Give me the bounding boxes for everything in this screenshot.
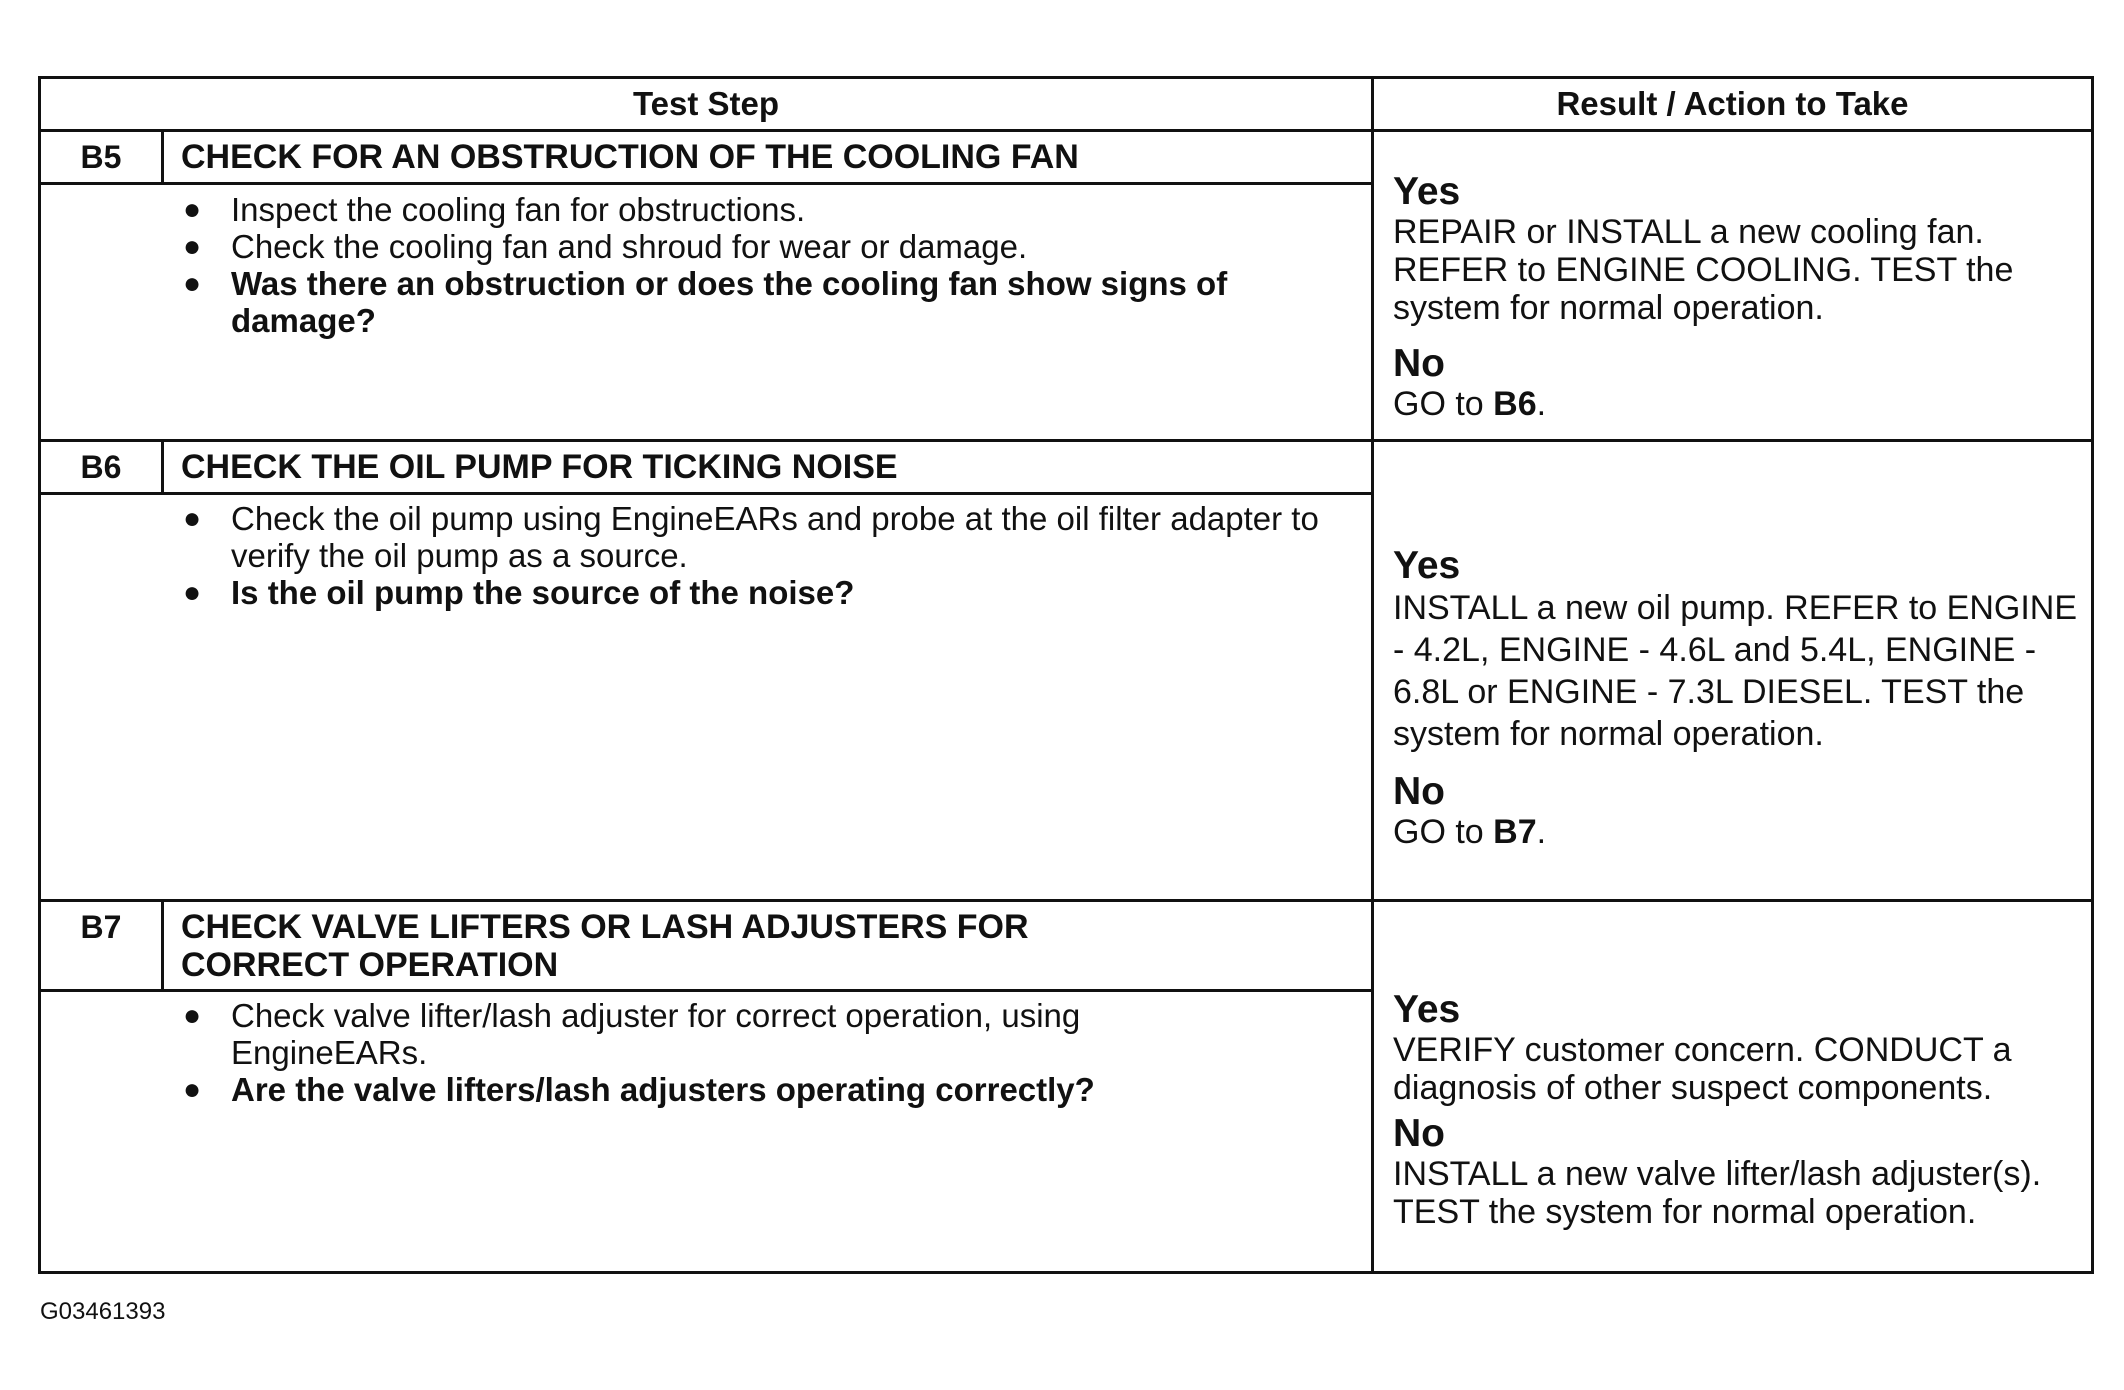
result-b7 (1393, 989, 2083, 1231)
bullet-question: ● Are the valve lifters/lash adjusters operating correctly? (183, 1071, 1095, 1108)
bullet-item: ● Check valve lifter/lash adjuster for correct operation, using EngineEARs. (183, 997, 1081, 1071)
step-id-b7: B7 (80, 909, 122, 945)
result-b6 (1393, 545, 2083, 851)
step-id-b6: B6 (80, 449, 122, 485)
bullet-question: ● Was there an obstruction or does the cooling fan show signs of damage? (183, 265, 1228, 339)
yes-label: Yes (1393, 544, 1461, 587)
step-ref: B7 (1493, 813, 1537, 851)
step-id-divider (161, 442, 164, 492)
no-label: No (1393, 342, 1445, 385)
yes-action: VERIFY customer concern. CONDUCT a diagnosis of other suspect components. (1393, 1031, 2012, 1107)
step-title-divider (41, 182, 1371, 185)
bullet-question: ● Is the oil pump the source of the noise? (183, 574, 855, 611)
step-id-b5: B5 (80, 139, 122, 175)
bullet-item: ● Check the oil pump using EngineEARs and probe at the oil filter adapter to verify the oil pump as a source. (183, 500, 1319, 574)
step-title-b7: CHECK VALVE LIFTERS OR LASH ADJUSTERS FOR CORRECT OPERATION (181, 908, 1029, 984)
bullet-dot-icon: ● (183, 230, 202, 263)
row-divider (41, 899, 2091, 902)
row-divider (41, 439, 2091, 442)
step-title-b6: CHECK THE OIL PUMP FOR TICKING NOISE (181, 448, 898, 486)
diagnostic-table (38, 76, 2094, 1274)
bullet-dot-icon: ● (183, 999, 202, 1032)
step-title-divider (41, 989, 1371, 992)
step-bullets-b7 (41, 997, 1371, 1108)
step-bullets-b6 (41, 500, 1371, 611)
yes-label: Yes (1393, 170, 1461, 213)
no-action: GO to B7. (1393, 813, 1547, 851)
bullet-dot-icon: ● (183, 502, 202, 535)
yes-action: REPAIR or INSTALL a new cooling fan. REFER to ENGINE COOLING. TEST the system for normal operation. (1393, 213, 2014, 327)
step-ref: B6 (1493, 385, 1537, 423)
bullet-item: ● Inspect the cooling fan for obstructions. (183, 191, 806, 228)
step-title-b5: CHECK FOR AN OBSTRUCTION OF THE COOLING FAN (181, 138, 1079, 176)
no-label: No (1393, 1112, 1445, 1155)
figure-id: G03461393 (40, 1298, 166, 1325)
bullet-dot-icon: ● (183, 1073, 202, 1106)
step-title-divider (41, 492, 1371, 495)
yes-action: INSTALL a new oil pump. REFER to ENGINE - 4.2L, ENGINE - 4.6L and 5.4L, ENGINE - 6.8L or ENGINE - 7.3L DIESEL. TEST the system for normal operation. (1393, 589, 2078, 753)
no-action: INSTALL a new valve lifter/lash adjuster(s). TEST the system for normal operation. (1393, 1155, 2042, 1231)
yes-label: Yes (1393, 988, 1461, 1031)
header-test-step: Test Step (632, 85, 780, 122)
bullet-dot-icon: ● (183, 576, 202, 609)
no-label: No (1393, 770, 1445, 813)
step-bullets-b5 (41, 191, 1371, 339)
bullet-dot-icon: ● (183, 193, 202, 226)
step-id-divider (161, 902, 164, 989)
step-id-divider (161, 132, 164, 182)
bullet-item: ● Check the cooling fan and shroud for wear or damage. (183, 228, 1028, 265)
bullet-dot-icon: ● (183, 267, 202, 300)
header-result-action: Result / Action to Take (1556, 85, 1909, 122)
header-divider (41, 129, 2091, 132)
result-b5 (1393, 171, 2083, 423)
column-divider (1371, 79, 1374, 1271)
no-action: GO to B6. (1393, 385, 1547, 423)
